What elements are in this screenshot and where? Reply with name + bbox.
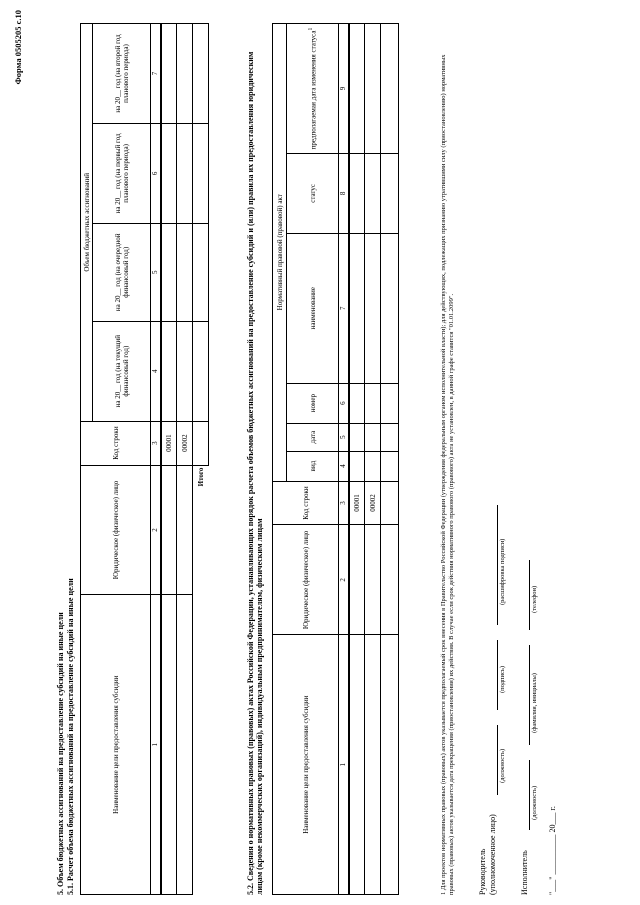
row-code: 00002 [365, 481, 381, 525]
executor-label: Исполнитель [520, 850, 529, 895]
total-label: Итого [196, 467, 205, 487]
section52-title: 5.2. Сведения о нормативных правовых (правовых) актах Российской Федерации, устанавливающих порядок расчета объемов бюджетных ассигнований на предоставление субсидий и (или) правила их предоставления юридическим лицам (кроме некоммерческих организаций), индивидуальным предпринимателям, физическим лицам [246, 51, 264, 895]
th-year-2: на 20__ год (на очередной финансовый год) [93, 223, 151, 321]
phone-caption: (телефон) [531, 585, 538, 613]
date-line: "___" __________ 20___ г. [548, 806, 557, 895]
total-row [193, 24, 209, 895]
col-num: 6 [339, 383, 349, 423]
th-year-1: на 20__ год (на текущий финансовый год) [93, 321, 151, 421]
th-name: наименование [287, 233, 339, 383]
position-caption: (должность) [499, 748, 506, 783]
col-num: 5 [339, 423, 349, 451]
signature-line [497, 640, 498, 710]
table-row [349, 24, 365, 895]
col-num: 5 [151, 223, 161, 321]
table-row [365, 24, 381, 895]
decryption-caption: (расшифровка подписи) [499, 538, 506, 605]
col-num: 2 [339, 525, 349, 635]
th-code: Код строки [81, 421, 151, 465]
col-num: 2 [151, 465, 161, 595]
executor-position-caption: (должность) [531, 785, 538, 820]
th-status-date: предполагаемая дата изменения статуса$^1$ [287, 24, 339, 154]
row-code: 00002 [177, 421, 193, 465]
th-purpose: Наименование цели предоставления субсидии [273, 635, 339, 895]
footnote: 1 Для проектов нормативных правовых (правовых) актов указывается предполагаемый срок внесения в Правительство Российской Федерации (утверждения федеральным органом исполнительной власти); для действующих, подлежащих признанию утратившими силу (приостановлению) нормативных правовых (правовых) актов указывается дата прекращения (приостановления) их действия. В случае если срок действия нормативного правового (правового) акта не установлен, в данной графе ставится "01.01.2099". [440, 54, 455, 895]
col-num: 6 [151, 123, 161, 223]
fio-caption: (фамилия, инициалы) [531, 673, 538, 733]
table-5-1 [80, 23, 209, 895]
position-line [497, 725, 498, 795]
col-num: 1 [339, 635, 349, 895]
col-num: 1 [151, 595, 161, 895]
head-label: Руководитель [478, 848, 487, 895]
th-volume: Объем бюджетных ассигнований [81, 24, 93, 422]
footnote-mark: 1 [308, 27, 315, 31]
form-code: Форма 0505205 с.10 [13, 10, 23, 85]
col-num: 7 [151, 24, 161, 124]
col-num: 3 [151, 421, 161, 465]
col-num: 9 [339, 24, 349, 154]
th-entity: Юридическое (физическое) лицо [81, 465, 151, 595]
executor-position-line [529, 760, 530, 830]
table-5-2 [272, 23, 399, 895]
th-year-3: на 20__ год (на первый год планового периода) [93, 123, 151, 223]
decryption-line [497, 505, 498, 625]
phone-line [529, 560, 530, 630]
table-row [161, 24, 177, 895]
th-kind: вид [287, 451, 339, 481]
col-num: 4 [339, 451, 349, 481]
row-code: 00001 [161, 421, 177, 465]
head-sublabel: (уполномоченное лицо) [488, 814, 497, 895]
section51-title: 5.1. Расчет объема бюджетных ассигнований на предоставление субсидий на иные цели [66, 578, 75, 895]
col-num: 4 [151, 321, 161, 421]
section5-title: 5. Объем бюджетных ассигнований на предоставление субсидий на иные цели [56, 612, 65, 895]
table-row [177, 24, 193, 895]
col-num: 3 [339, 481, 349, 525]
th-status: статус [287, 153, 339, 233]
col-num: 8 [339, 153, 349, 233]
row-code: 00001 [349, 481, 365, 525]
th-code: Код строки [273, 481, 339, 525]
table-row [381, 24, 399, 895]
col-num: 7 [339, 233, 349, 383]
th-purpose: Наименование цели предоставления субсидии [81, 595, 151, 895]
th-year-4: на 20__ год (на второй год планового периода) [93, 24, 151, 124]
signature-caption: (подпись) [499, 666, 506, 693]
th-act: Нормативный правовой (правовой) акт [273, 24, 287, 482]
th-date: дата [287, 423, 339, 451]
fio-line [529, 645, 530, 745]
th-entity: Юридическое (физическое) лицо [273, 525, 339, 635]
th-number: номер [287, 383, 339, 423]
